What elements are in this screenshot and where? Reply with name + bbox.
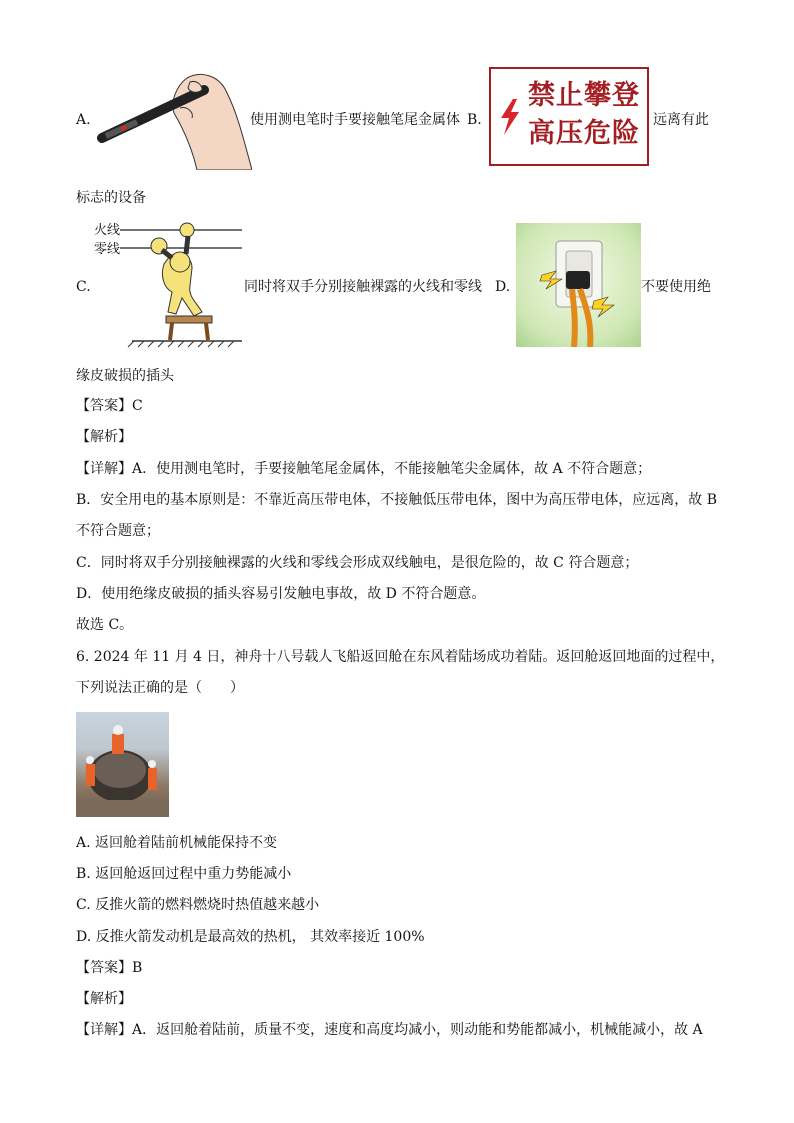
option-d-label: D.: [495, 279, 511, 295]
option-c-text: 同时将双手分别接触裸露的火线和零线: [244, 279, 482, 295]
test-pen-hand-image: [92, 68, 252, 170]
q6-option-a: A. 返回舱着陆前机械能保持不变: [76, 835, 278, 851]
q6-option-c: C. 反推火箭的燃料燃烧时热值越来越小: [76, 897, 320, 913]
sign-line-2: 高压危险: [528, 118, 640, 149]
option-d-text: 不要使用绝: [641, 279, 711, 295]
q6-detail-line: A．返回舱着陆前，质量不变，速度和高度均减小，则动能和势能都减小，机械能减小，故 A: [132, 1022, 703, 1038]
sign-line-1: 禁止攀登: [528, 80, 640, 111]
q6-option-b: B. 返回舱返回过程中重力势能减小: [76, 866, 292, 882]
high-voltage-sign: [489, 67, 649, 166]
q6-detail-label: 【详解】: [76, 1022, 132, 1038]
q6-answer-value: B: [132, 960, 143, 976]
q6-stem-line-1: 6. 2024 年 11 月 4 日，神舟十八号载人飞船返回舱在东风着陆场成功着陆。返回舱返回地面的过程中，: [76, 649, 725, 665]
wire-neutral-label: 零线: [94, 241, 121, 256]
option-a-text: 使用测电笔时手要接触笔尾金属体: [250, 112, 460, 128]
q5-detail-label: 【详解】: [76, 461, 132, 477]
q6-answer-label: 【答案】: [76, 960, 132, 976]
option-d-text-cont: 缘皮破损的插头: [76, 368, 174, 384]
lightning-icon: [499, 99, 521, 135]
wire-live-label: 火线: [94, 222, 121, 237]
option-a-label: A.: [76, 112, 91, 128]
option-b-text-cont: 标志的设备: [76, 190, 146, 206]
q5-detail-line: B．安全用电的基本原则是：不靠近高压带电体，不接触低压带电体，图中为高压带电体，应远离，故 B: [76, 492, 718, 508]
double-wire-shock-image: [92, 216, 242, 350]
q6-stem-line-2: 下列说法正确的是（ ）: [76, 680, 244, 696]
q5-answer-label: 【答案】: [76, 398, 132, 414]
q6-analysis-label: 【解析】: [76, 991, 132, 1007]
q5-detail-line: 不符合题意；: [76, 523, 160, 539]
q5-detail-line: C．同时将双手分别接触裸露的火线和零线会形成双线触电，是很危险的，故 C 符合题意；: [76, 555, 639, 571]
option-c-label: C.: [76, 279, 91, 295]
option-b-label: B.: [467, 112, 482, 128]
damaged-plug-image: [516, 223, 641, 347]
q5-detail-line: 故选 C。: [76, 617, 134, 633]
q5-analysis-label: 【解析】: [76, 429, 132, 445]
reentry-capsule-photo: [76, 712, 169, 817]
q5-answer-value: C: [132, 398, 143, 414]
q5-detail-line: A．使用测电笔时，手要接触笔尾金属体，不能接触笔尖金属体，故 A 不符合题意；: [132, 461, 652, 477]
option-b-text: 远离有此: [653, 112, 709, 128]
q6-option-d: D. 反推火箭发动机是最高效的热机， 其效率接近 100%: [76, 929, 425, 945]
q5-detail-line: D．使用绝缘皮破损的插头容易引发触电事故，故 D 不符合题意。: [76, 586, 486, 602]
